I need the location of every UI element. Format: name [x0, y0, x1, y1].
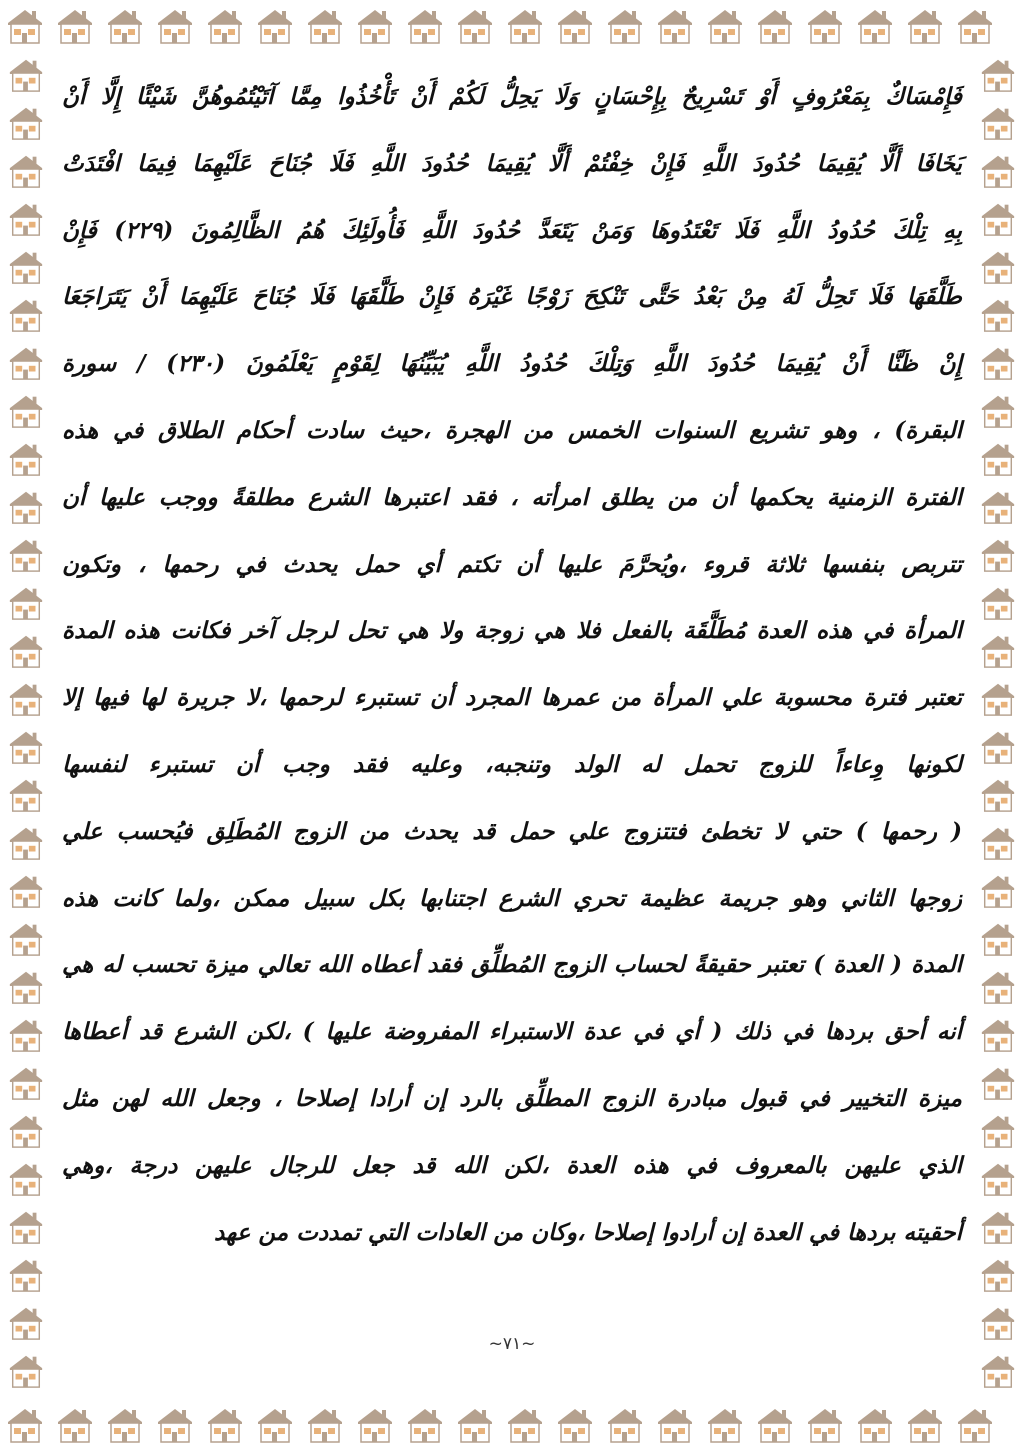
text-line: زوجها الثاني وهو جريمة عظيمة تحري الشرع اجتنابها بكل سبيل ممكن ،ولما كانت هذه	[62, 884, 962, 912]
page-body	[62, 64, 962, 1384]
text-line: الفترة الزمنية يحكمها أن من يطلق امرأته ، فقد اعتبرها الشرع مطلقةً ووجب عليها أن	[62, 483, 962, 511]
house-icon	[5, 343, 47, 381]
page-number: ~٧١~	[488, 1334, 536, 1354]
house-icon	[977, 295, 1019, 333]
house-icon	[204, 4, 246, 46]
text-line: أنه أحق بردها في ذلك ( أي في عدة الاستبراء المفروضة عليها ) ،لكن الشرع قد أعطاها	[62, 1018, 962, 1046]
text-line: المرأة في هذه العدة مُطَلَّقَة بالفعل فلا هي زوجة ولا هي تحل لرجل آخر فكانت هذه المدة	[62, 617, 962, 645]
page-border-top	[0, 0, 1024, 50]
house-icon	[977, 151, 1019, 189]
text-line: ميزة التخيير في قبول مبادرة الزوج المطلِّق بالرد إن أرادا إصلاحا ، وجعل الله لهن مثل	[62, 1084, 962, 1112]
house-icon	[854, 1403, 896, 1445]
house-icon	[5, 631, 47, 669]
house-icon	[977, 103, 1019, 141]
house-icon	[977, 727, 1019, 765]
house-icon	[5, 823, 47, 861]
house-icon	[754, 1403, 796, 1445]
text-line: إِنْ ظَنَّا أَنْ يُقِيمَا حُدُودَ اللَّهِ وَتِلْكَ حُدُودُ اللَّهِ يُبَيِّنُهَا لِقَوْمٍ يَعْلَمُونَ (٢٣٠) / سورة	[62, 350, 962, 378]
text-line: طَلَّقَهَا فَلَا تَحِلُّ لَهُ مِنْ بَعْدُ حَتَّى تَنْكِحَ زَوْجًا غَيْرَهُ فَإِنْ طَلَّقَهَا فَلَا جُنَاحَ عَلَيْهِمَا أَنْ يَتَرَاجَعَا	[62, 283, 962, 311]
house-icon	[5, 919, 47, 957]
text-line: تعتبر فترة محسوبة علي المرأة من عمرها المجرد أن تستبرء لرحمها ،لا جريرة لها فيها إلا	[62, 684, 962, 712]
house-icon	[5, 775, 47, 813]
text-line: فَإِمْسَاكٌ بِمَعْرُوفٍ أَوْ تَسْرِيحٌ بِإِحْسَانٍ وَلَا يَحِلُّ لَكُمْ أَنْ تَأْخُذُوا مِمَّا آتَيْتُمُوهُنَّ شَيْئًا إِلَّا أَنْ	[62, 83, 962, 110]
house-icon	[977, 631, 1019, 669]
page-border-left	[0, 50, 52, 1399]
house-icon	[654, 4, 696, 46]
house-icon	[5, 55, 47, 93]
house-icon	[4, 4, 46, 46]
house-icon	[977, 1351, 1019, 1389]
house-icon	[977, 247, 1019, 285]
house-icon	[704, 1403, 746, 1445]
house-icon	[977, 871, 1019, 909]
house-icon	[5, 103, 47, 141]
text-line: البقرة) ، وهو تشريع السنوات الخمس من الهجرة ،حيث سادت أحكام الطلاق في هذه	[62, 416, 962, 444]
house-icon	[977, 583, 1019, 621]
house-icon	[504, 1403, 546, 1445]
text-line: المدة ( العدة ) تعتبر حقيقةً لحساب الزوج المُطلِّق فقد أعطاه الله تعالي ميزة تحسب له هي	[62, 951, 962, 979]
house-icon	[554, 1403, 596, 1445]
text-line: تتربص بنفسها ثلاثة قروء ،ويُحرَّمَ عليها أن تكتم أي حمل يحدث في رحمها ، وتكون	[62, 550, 962, 578]
house-icon	[977, 439, 1019, 477]
house-icon	[354, 4, 396, 46]
house-icon	[5, 295, 47, 333]
house-icon	[977, 775, 1019, 813]
house-icon	[977, 967, 1019, 1005]
house-icon	[5, 151, 47, 189]
house-icon	[4, 1403, 46, 1445]
house-icon	[5, 1207, 47, 1245]
house-icon	[154, 1403, 196, 1445]
house-icon	[704, 4, 746, 46]
house-icon	[977, 535, 1019, 573]
house-icon	[5, 1111, 47, 1149]
house-icon	[977, 391, 1019, 429]
house-icon	[977, 1207, 1019, 1245]
house-icon	[977, 1063, 1019, 1101]
house-icon	[504, 4, 546, 46]
house-icon	[5, 391, 47, 429]
house-icon	[304, 1403, 346, 1445]
house-icon	[5, 487, 47, 525]
house-icon	[554, 4, 596, 46]
house-icon	[977, 1111, 1019, 1149]
house-icon	[904, 4, 946, 46]
house-icon	[977, 919, 1019, 957]
house-icon	[604, 1403, 646, 1445]
house-icon	[977, 679, 1019, 717]
house-icon	[5, 1159, 47, 1197]
house-icon	[5, 247, 47, 285]
house-icon	[404, 1403, 446, 1445]
text-line: الذي عليهن بالمعروف في هذه العدة ،لكن الله قد جعل للرجال عليهن درجة ،وهي	[62, 1151, 962, 1179]
house-icon	[54, 1403, 96, 1445]
house-icon	[5, 199, 47, 237]
house-icon	[804, 4, 846, 46]
house-icon	[354, 1403, 396, 1445]
house-icon	[5, 535, 47, 573]
house-icon	[654, 1403, 696, 1445]
house-icon	[954, 4, 996, 46]
house-icon	[104, 4, 146, 46]
house-icon	[254, 1403, 296, 1445]
house-icon	[5, 679, 47, 717]
house-icon	[754, 4, 796, 46]
house-icon	[977, 1255, 1019, 1293]
house-icon	[5, 439, 47, 477]
text-line: ( رحمها ) حتي لا تخطئ فتتزوج علي حمل قد يحدث من الزوج المُطَلِق فيُحسب علي	[62, 817, 962, 845]
house-icon	[5, 1255, 47, 1293]
house-icon	[977, 487, 1019, 525]
house-icon	[977, 1015, 1019, 1053]
house-icon	[404, 4, 446, 46]
body-text	[62, 64, 962, 1266]
house-icon	[204, 1403, 246, 1445]
house-icon	[454, 1403, 496, 1445]
house-icon	[804, 1403, 846, 1445]
house-icon	[604, 4, 646, 46]
house-icon	[854, 4, 896, 46]
house-icon	[304, 4, 346, 46]
house-icon	[5, 583, 47, 621]
house-icon	[454, 4, 496, 46]
page-border-right	[972, 50, 1024, 1399]
house-icon	[5, 1015, 47, 1053]
text-line: أحقيته بردها في العدة إن أرادوا إصلاحا ،وكان من العادات التي تمددت من عهد	[214, 1218, 962, 1246]
house-icon	[977, 199, 1019, 237]
page-border-bottom	[0, 1399, 1024, 1449]
house-icon	[904, 1403, 946, 1445]
house-icon	[5, 1351, 47, 1389]
house-icon	[977, 55, 1019, 93]
house-icon	[977, 343, 1019, 381]
text-line: يَخَافَا أَلَّا يُقِيمَا حُدُودَ اللَّهِ فَإِنْ خِفْتُمْ أَلَّا يُقِيمَا حُدُودَ اللَّهِ فَلَا جُنَاحَ عَلَيْهِمَا فِيمَا افْتَدَتْ	[62, 149, 962, 177]
house-icon	[954, 1403, 996, 1445]
house-icon	[977, 823, 1019, 861]
text-line: لكونها وِعاءاً للزوج تحمل له الولد وتنجبه، وعليه فقد وجب أن تستبرء لنفسها	[62, 750, 962, 778]
text-line: بِهِ تِلْكَ حُدُودُ اللَّهِ فَلَا تَعْتَدُوهَا وَمَنْ يَتَعَدَّ حُدُودَ اللَّهِ فَأُولَئِكَ هُمُ الظَّالِمُونَ (٢٢٩) فَإِنْ	[62, 216, 962, 244]
house-icon	[5, 871, 47, 909]
house-icon	[977, 1159, 1019, 1197]
house-icon	[154, 4, 196, 46]
house-icon	[104, 1403, 146, 1445]
house-icon	[5, 967, 47, 1005]
house-icon	[5, 1063, 47, 1101]
house-icon	[5, 727, 47, 765]
house-icon	[54, 4, 96, 46]
house-icon	[254, 4, 296, 46]
